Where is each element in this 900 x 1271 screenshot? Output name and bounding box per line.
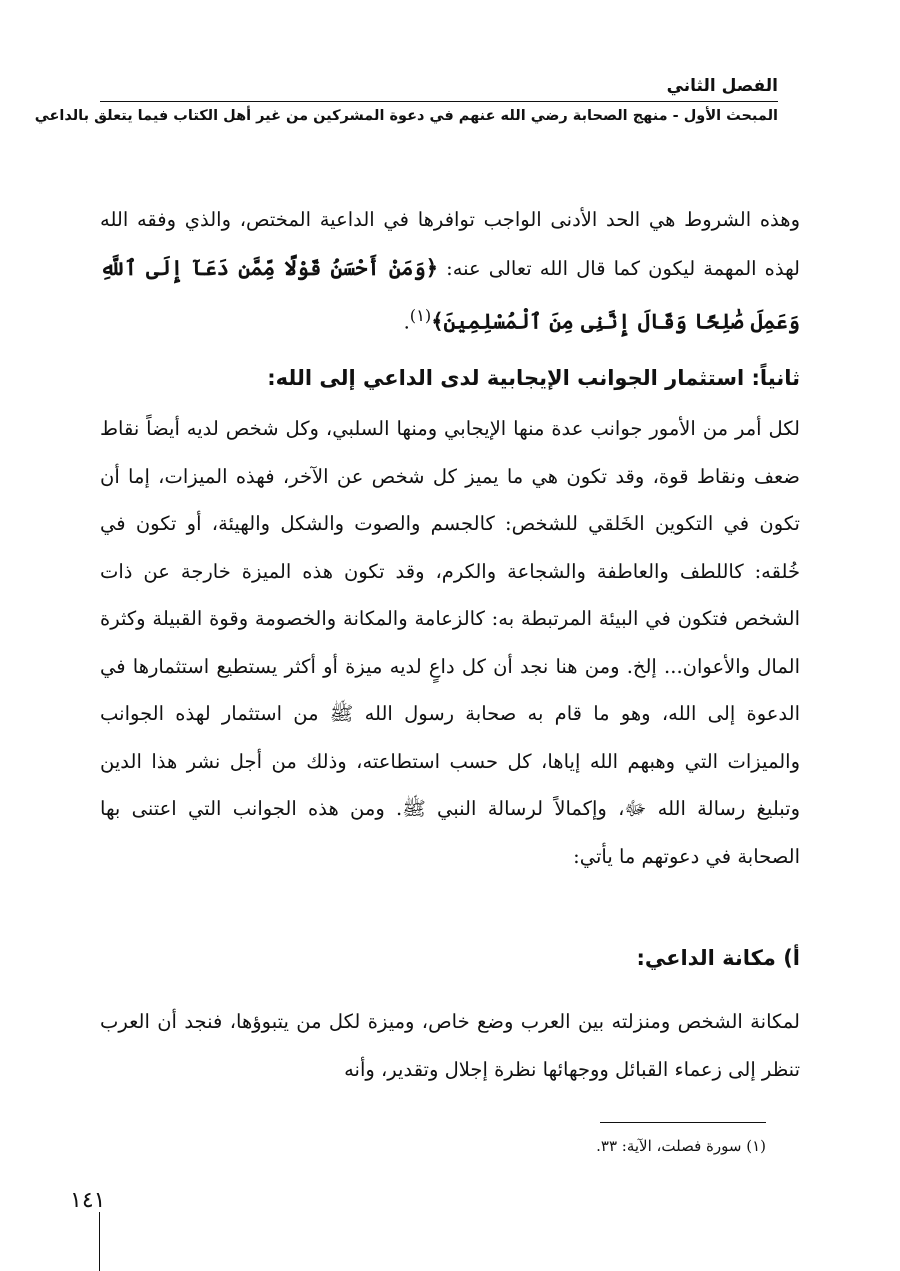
header-rule <box>100 101 778 102</box>
section-title: المبحث الأول - منهج الصحابة رضي الله عنهم في دعوة المشركين من غير أهل الكتاب فيما يتعلق بالداعي <box>34 108 778 124</box>
heading-caller-status: أ) مكانة الداعي: <box>636 946 800 970</box>
paragraph-intro <box>100 196 800 346</box>
margin-rule <box>99 1212 100 1271</box>
page-number: ١٤١ <box>70 1188 106 1213</box>
chapter-title: الفصل الثاني <box>666 76 778 96</box>
paragraph-intro-text: وهذه الشروط هي الحد الأدنى الواجب توافرها في الداعية المختص، والذي وفقه الله لهذه المهمة ليكون كما قال الله تعالى عنه: <box>100 208 800 280</box>
footnote-rule <box>600 1122 766 1123</box>
footnote-ref: (١) <box>409 306 432 325</box>
quran-verse: ﴿وَمَنْ أَحْسَنُ قَوْلًا مِّمَّن دَعَآ إِلَى ٱللَّهِ وَعَمِلَ صَٰلِحًا وَقَالَ إِنَّنِى مِنَ ٱلْمُسْلِمِينَ﴾ <box>100 254 800 334</box>
paragraph-caller-status: لمكانة الشخص ومنزلته بين العرب وضع خاص، وميزة لكل من يتبوؤها، فنجد أن العرب تنظر إلى زعماء القبائل ووجهائها نظرة إجلال وتقدير، وأنه <box>100 1010 800 1081</box>
paragraph-positive-aspects: لكل أمر من الأمور جوانب عدة منها الإيجابي ومنها السلبي، وكل شخص لديه أيضاً نقاط ضعف ونقاط قوة، وقد تكون هي ما يميز كل شخص عن الآخر، فهذه الميزات، إما أن تكون في التكوين الخَلقي للشخص: كالجسم والصوت والشكل والهيئة، أو تكون في خُلقه: كاللطف والعاطفة والشجاعة والكرم، وقد تكون هذه الميزة خارجة عن ذات الشخص فتكون في البيئة المرتبطة به: كالزعامة والمكانة والخصومة وقوة القبيلة وكثرة المال والأعوان... إلخ. ومن هنا نجد أن كل داعٍ لديه ميزة أو أكثر يستطيع استثمارها في الدعوة إلى الله، وهو ما قام به صحابة رسول الله ﷺ من استثمار لهذه الجوانب والميزات التي وهبهم الله إياها، كل حسب استطاعته، وذلك من أجل نشر هذا الدين وتبليغ رسالة الله ﷻ، وإكمالاً لرسالة النبي ﷺ. ومن هذه الجوانب التي اعتنى بها الصحابة في دعوتهم ما يأتي: <box>100 417 800 868</box>
paragraph-intro-end: . <box>403 310 410 334</box>
footnote: (١) سورة فصلت، الآية: ٣٣. <box>596 1137 766 1155</box>
heading-second: ثانياً: استثمار الجوانب الإيجابية لدى الداعي إلى الله: <box>267 366 800 390</box>
